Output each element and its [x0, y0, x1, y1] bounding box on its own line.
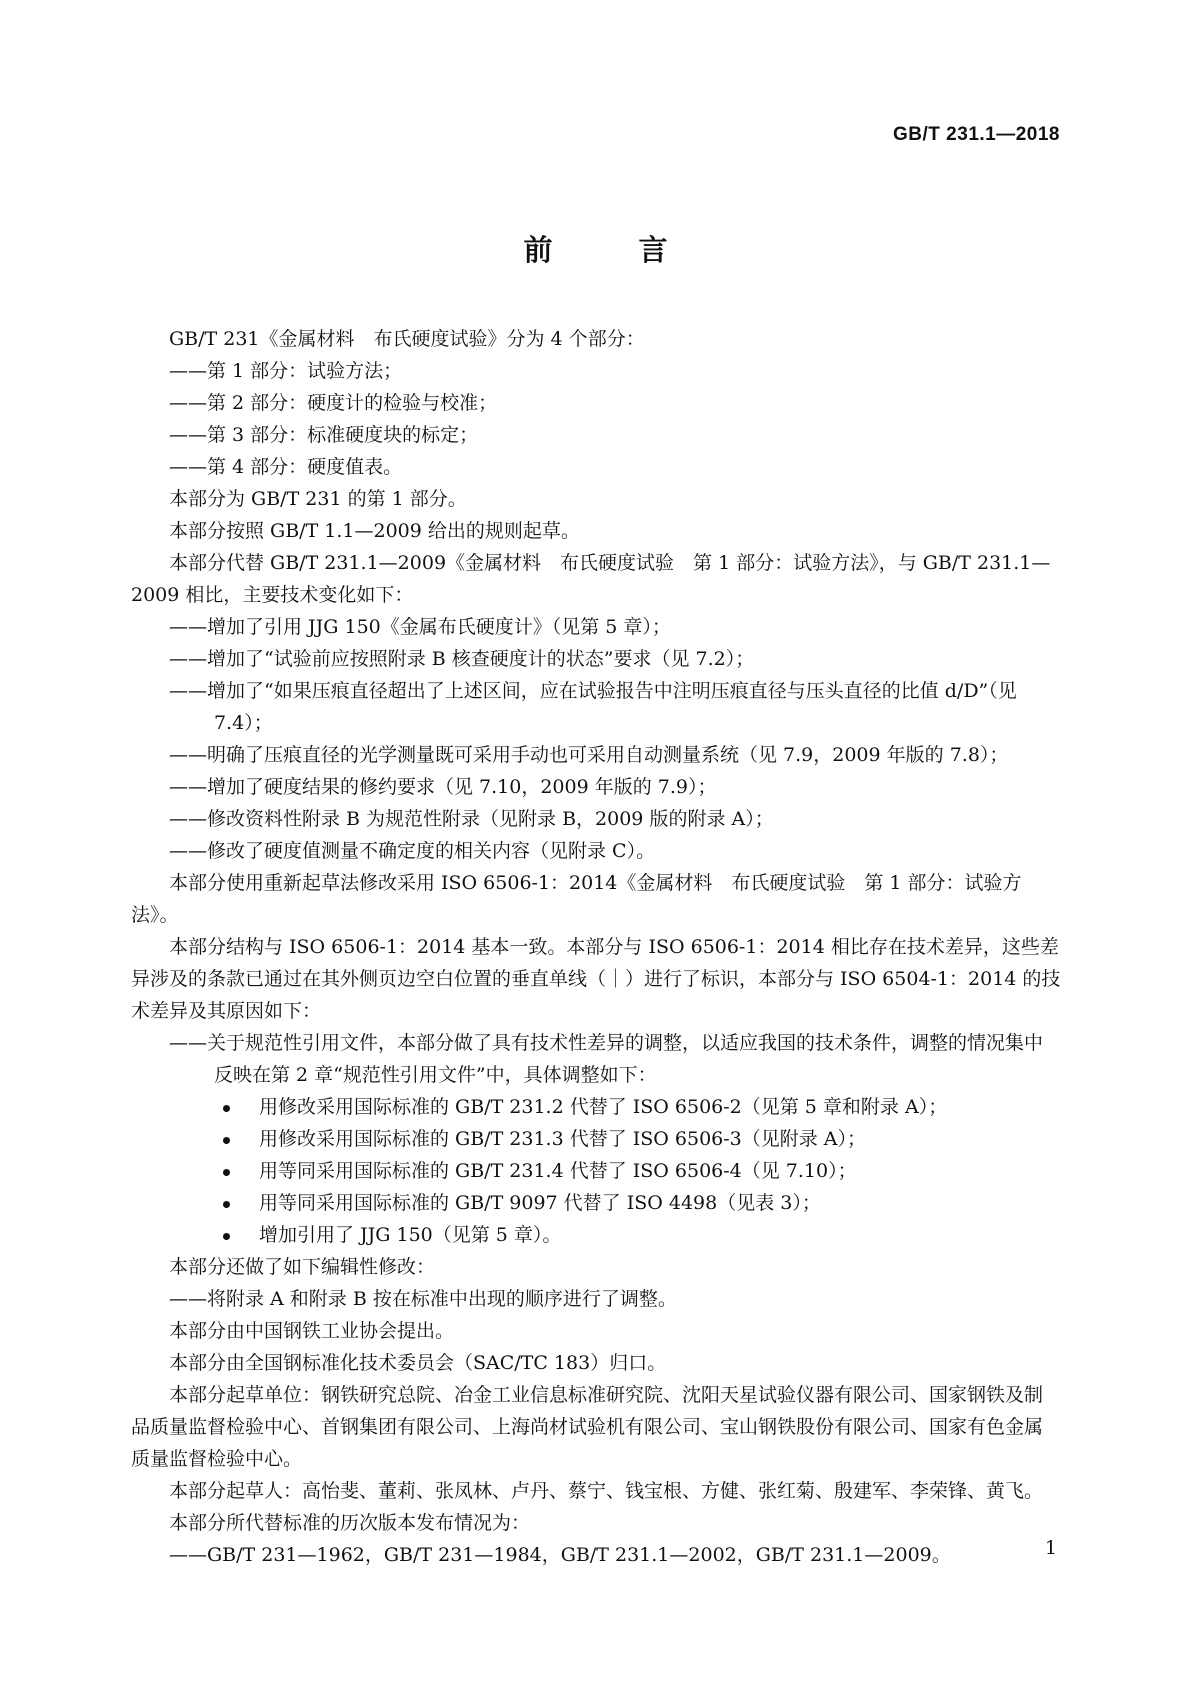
- list-item: ——第 2 部分：硬度计的检验与校准；: [169, 392, 498, 414]
- bullet-item: [131, 1155, 1061, 1187]
- list-item: ——第 3 部分：标准硬度块的标定；: [169, 424, 479, 446]
- paragraph: 本部分所代替标准的历次版本发布情况为：: [169, 1512, 531, 1534]
- bullet-icon: [223, 1105, 230, 1112]
- bullet-text: 增加引用了 JJG 150（见第 5 章）。: [259, 1224, 562, 1246]
- bullet-icon: [223, 1233, 230, 1240]
- list-item: ——增加了“试验前应按照附录 B 核查硬度计的状态”要求（见 7.2）；: [169, 648, 755, 670]
- list-item: ——GB/T 231—1962，GB/T 231—1984，GB/T 231.1—2002，GB/T 231.1—2009。: [169, 1544, 951, 1566]
- list-item: ——修改资料性附录 B 为规范性附录（见附录 B，2009 版的附录 A）；: [169, 808, 774, 830]
- paragraph: 本部分使用重新起草法修改采用 ISO 6506-1：2014《金属材料 布氏硬度试验 第 1 部分：试验方法》。: [131, 872, 1022, 926]
- list-item: ——增加了引用 JJG 150《金属布氏硬度计》（见第 5 章）；: [169, 616, 671, 638]
- paragraph: 本部分为 GB/T 231 的第 1 部分。: [169, 488, 467, 510]
- bullet-text: 用修改采用国际标准的 GB/T 231.3 代替了 ISO 6506-3（见附录 A）；: [259, 1128, 867, 1150]
- list-item: ——第 1 部分：试验方法；: [169, 360, 403, 382]
- bullet-icon: [223, 1201, 230, 1208]
- paragraph: 本部分由中国钢铁工业协会提出。: [169, 1320, 455, 1342]
- list-item: ——明确了压痕直径的光学测量既可采用手动也可采用自动测量系统（见 7.9，2009 年版的 7.8）；: [169, 744, 1009, 766]
- list-item: ——关于规范性引用文件，本部分做了具有技术性差异的调整，以适应我国的技术条件，调整的情况集中反映在第 2 章“规范性引用文件”中，具体调整如下：: [169, 1032, 1044, 1086]
- foreword-body: [131, 323, 1061, 1571]
- list-item: ——第 4 部分：硬度值表。: [169, 456, 403, 478]
- bullet-icon: [223, 1169, 230, 1176]
- paragraph: GB/T 231《金属材料 布氏硬度试验》分为 4 个部分：: [169, 328, 645, 350]
- paragraph: 本部分起草单位：钢铁研究总院、冶金工业信息标准研究院、沈阳天星试验仪器有限公司、国家钢铁及制品质量监督检验中心、首钢集团有限公司、上海尚材试验机有限公司、宝山钢铁股份有限公司、国家有色金属质量监督检验中心。: [131, 1384, 1044, 1470]
- paragraph: 本部分结构与 ISO 6506-1：2014 基本一致。本部分与 ISO 6506-1：2014 相比存在技术差异，这些差异涉及的条款已通过在其外侧页边空白位置的垂直单线（｜）进行了标识，本部分与 ISO 6504-1：2014 的技术差异及其原因如下：: [131, 936, 1061, 1022]
- bullet-icon: [223, 1137, 230, 1144]
- list-item: ——将附录 A 和附录 B 按在标准中出现的顺序进行了调整。: [169, 1288, 677, 1310]
- bullet-item: [131, 1091, 1061, 1123]
- paragraph: 本部分由全国钢标准化技术委员会（SAC/TC 183）归口。: [169, 1352, 667, 1374]
- page-title: 前 言: [523, 233, 706, 267]
- list-item: ——增加了“如果压痕直径超出了上述区间，应在试验报告中注明压痕直径与压头直径的比值 d/D”（见 7.4）；: [169, 680, 1017, 734]
- bullet-item: [131, 1123, 1061, 1155]
- list-item: ——增加了硬度结果的修约要求（见 7.10，2009 年版的 7.9）；: [169, 776, 717, 798]
- standard-number: GB/T 231.1—2018: [893, 124, 1060, 145]
- bullet-item: [131, 1187, 1061, 1219]
- bullet-item: [131, 1219, 1061, 1251]
- list-item: ——修改了硬度值测量不确定度的相关内容（见附录 C）。: [169, 840, 656, 862]
- bullet-text: 用等同采用国际标准的 GB/T 9097 代替了 ISO 4498（见表 3）；: [259, 1192, 821, 1214]
- bullet-text: 用修改采用国际标准的 GB/T 231.2 代替了 ISO 6506-2（见第 5 章和附录 A）；: [259, 1096, 948, 1118]
- page-number: 1: [1044, 1537, 1057, 1559]
- paragraph: 本部分起草人：高怡斐、董莉、张凤林、卢丹、蔡宁、钱宝根、方健、张红菊、殷建军、李荣锋、黄飞。: [169, 1480, 1044, 1502]
- paragraph: 本部分按照 GB/T 1.1—2009 给出的规则起草。: [169, 520, 580, 542]
- paragraph: 本部分代替 GB/T 231.1—2009《金属材料 布氏硬度试验 第 1 部分：试验方法》，与 GB/T 231.1—2009 相比，主要技术变化如下：: [131, 552, 1051, 606]
- bullet-text: 用等同采用国际标准的 GB/T 231.4 代替了 ISO 6506-4（见 7.10）；: [259, 1160, 857, 1182]
- paragraph: 本部分还做了如下编辑性修改：: [169, 1256, 436, 1278]
